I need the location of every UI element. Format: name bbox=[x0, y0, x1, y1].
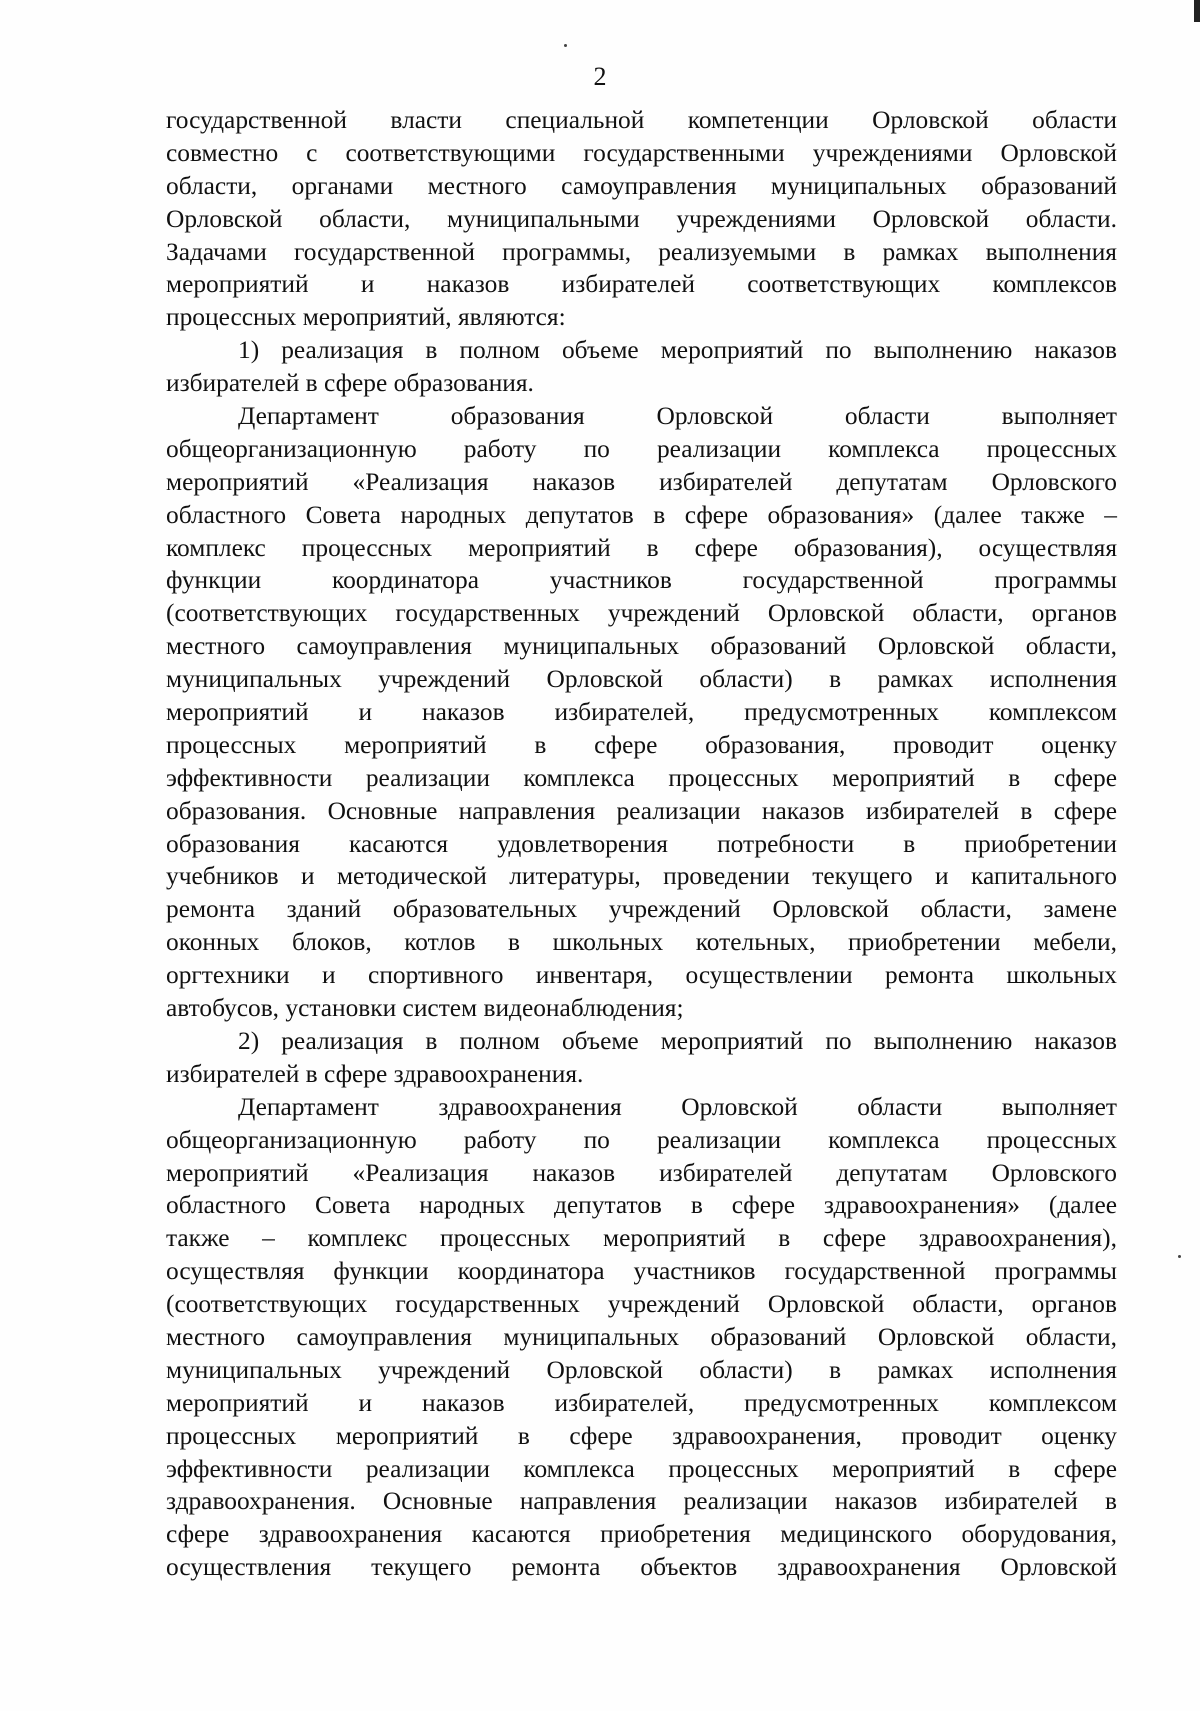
text-line: автобусов, установки систем видеонаблюдения; bbox=[166, 994, 684, 1023]
text-line: местного самоуправления муниципальных образований Орловской области, bbox=[166, 1322, 1117, 1351]
text-line: мероприятий и наказов избирателей, предусмотренных комплексом bbox=[166, 698, 1117, 727]
text-line: Департамент образования Орловской области выполняет bbox=[238, 402, 1117, 431]
text-line: процессных мероприятий, являются: bbox=[166, 303, 566, 332]
text-line: учебников и методической литературы, проведении текущего и капитального bbox=[166, 862, 1117, 891]
text-line: эффективности реализации комплекса процессных мероприятий в сфере bbox=[166, 1454, 1117, 1483]
text-line: Задачами государственной программы, реализуемыми в рамках выполнения bbox=[166, 237, 1117, 266]
body-text bbox=[166, 104, 1117, 1584]
text-line: областного Совета народных депутатов в сфере образования» (далее также – bbox=[166, 500, 1117, 529]
text-line: оконных блоков, котлов в школьных котельных, приобретении мебели, bbox=[166, 928, 1117, 957]
text-line: мероприятий и наказов избирателей, предусмотренных комплексом bbox=[166, 1388, 1117, 1417]
text-line: осуществления текущего ремонта объектов здравоохранения Орловской bbox=[166, 1553, 1117, 1582]
text-line: мероприятий и наказов избирателей соответствующих комплексов bbox=[166, 270, 1117, 299]
text-line: эффективности реализации комплекса процессных мероприятий в сфере bbox=[166, 763, 1117, 792]
text-line: мероприятий «Реализация наказов избирателей депутатам Орловского bbox=[166, 467, 1117, 496]
text-line: области, органами местного самоуправления муниципальных образований bbox=[166, 171, 1117, 200]
text-line: образования касаются удовлетворения потребности в приобретении bbox=[166, 829, 1117, 858]
text-line: осуществляя функции координатора участников государственной программы bbox=[166, 1257, 1117, 1286]
scan-speck bbox=[1178, 1255, 1181, 1258]
text-line: комплекс процессных мероприятий в сфере образования), осуществляя bbox=[166, 533, 1117, 562]
text-line: процессных мероприятий в сфере образования, проводит оценку bbox=[166, 730, 1117, 759]
text-line: совместно с соответствующими государственными учреждениями Орловской bbox=[166, 138, 1117, 167]
text-line: 2) реализация в полном объеме мероприятий по выполнению наказов bbox=[238, 1026, 1117, 1055]
text-line: Департамент здравоохранения Орловской области выполняет bbox=[238, 1092, 1117, 1121]
text-line: Орловской области, муниципальными учреждениями Орловской области. bbox=[166, 204, 1117, 233]
text-line: процессных мероприятий в сфере здравоохранения, проводит оценку bbox=[166, 1421, 1117, 1450]
text-line: общеорганизационную работу по реализации комплекса процессных bbox=[166, 434, 1117, 463]
text-line: также – комплекс процессных мероприятий в сфере здравоохранения), bbox=[166, 1224, 1117, 1253]
text-line: 1) реализация в полном объеме мероприятий по выполнению наказов bbox=[238, 336, 1117, 365]
text-line: ремонта зданий образовательных учреждений Орловской области, замене bbox=[166, 895, 1117, 924]
text-line: муниципальных учреждений Орловской области) в рамках исполнения bbox=[166, 665, 1117, 694]
text-line: образования. Основные направления реализации наказов избирателей в сфере bbox=[166, 796, 1117, 825]
text-line: избирателей в сфере здравоохранения. bbox=[166, 1059, 584, 1088]
scan-edge-mark bbox=[1194, 0, 1200, 22]
page-number: 2 bbox=[593, 62, 607, 91]
text-line: (соответствующих государственных учреждений Орловской области, органов bbox=[166, 599, 1117, 628]
text-line: государственной власти специальной компетенции Орловской области bbox=[166, 106, 1117, 134]
text-line: оргтехники и спортивного инвентаря, осуществлении ремонта школьных bbox=[166, 961, 1117, 990]
text-line: муниципальных учреждений Орловской области) в рамках исполнения bbox=[166, 1355, 1117, 1384]
text-line: общеорганизационную работу по реализации комплекса процессных bbox=[166, 1125, 1117, 1154]
text-line: сфере здравоохранения касаются приобретения медицинского оборудования, bbox=[166, 1520, 1117, 1549]
text-line: здравоохранения. Основные направления реализации наказов избирателей в bbox=[166, 1487, 1117, 1516]
text-line: мероприятий «Реализация наказов избирателей депутатам Орловского bbox=[166, 1158, 1117, 1187]
text-line: избирателей в сфере образования. bbox=[166, 369, 534, 398]
text-line: областного Совета народных депутатов в сфере здравоохранения» (далее bbox=[166, 1191, 1117, 1220]
text-line: функции координатора участников государственной программы bbox=[166, 566, 1117, 595]
text-line: (соответствующих государственных учреждений Орловской области, органов bbox=[166, 1290, 1117, 1319]
scan-speck bbox=[564, 44, 567, 47]
text-line: местного самоуправления муниципальных образований Орловской области, bbox=[166, 632, 1117, 661]
